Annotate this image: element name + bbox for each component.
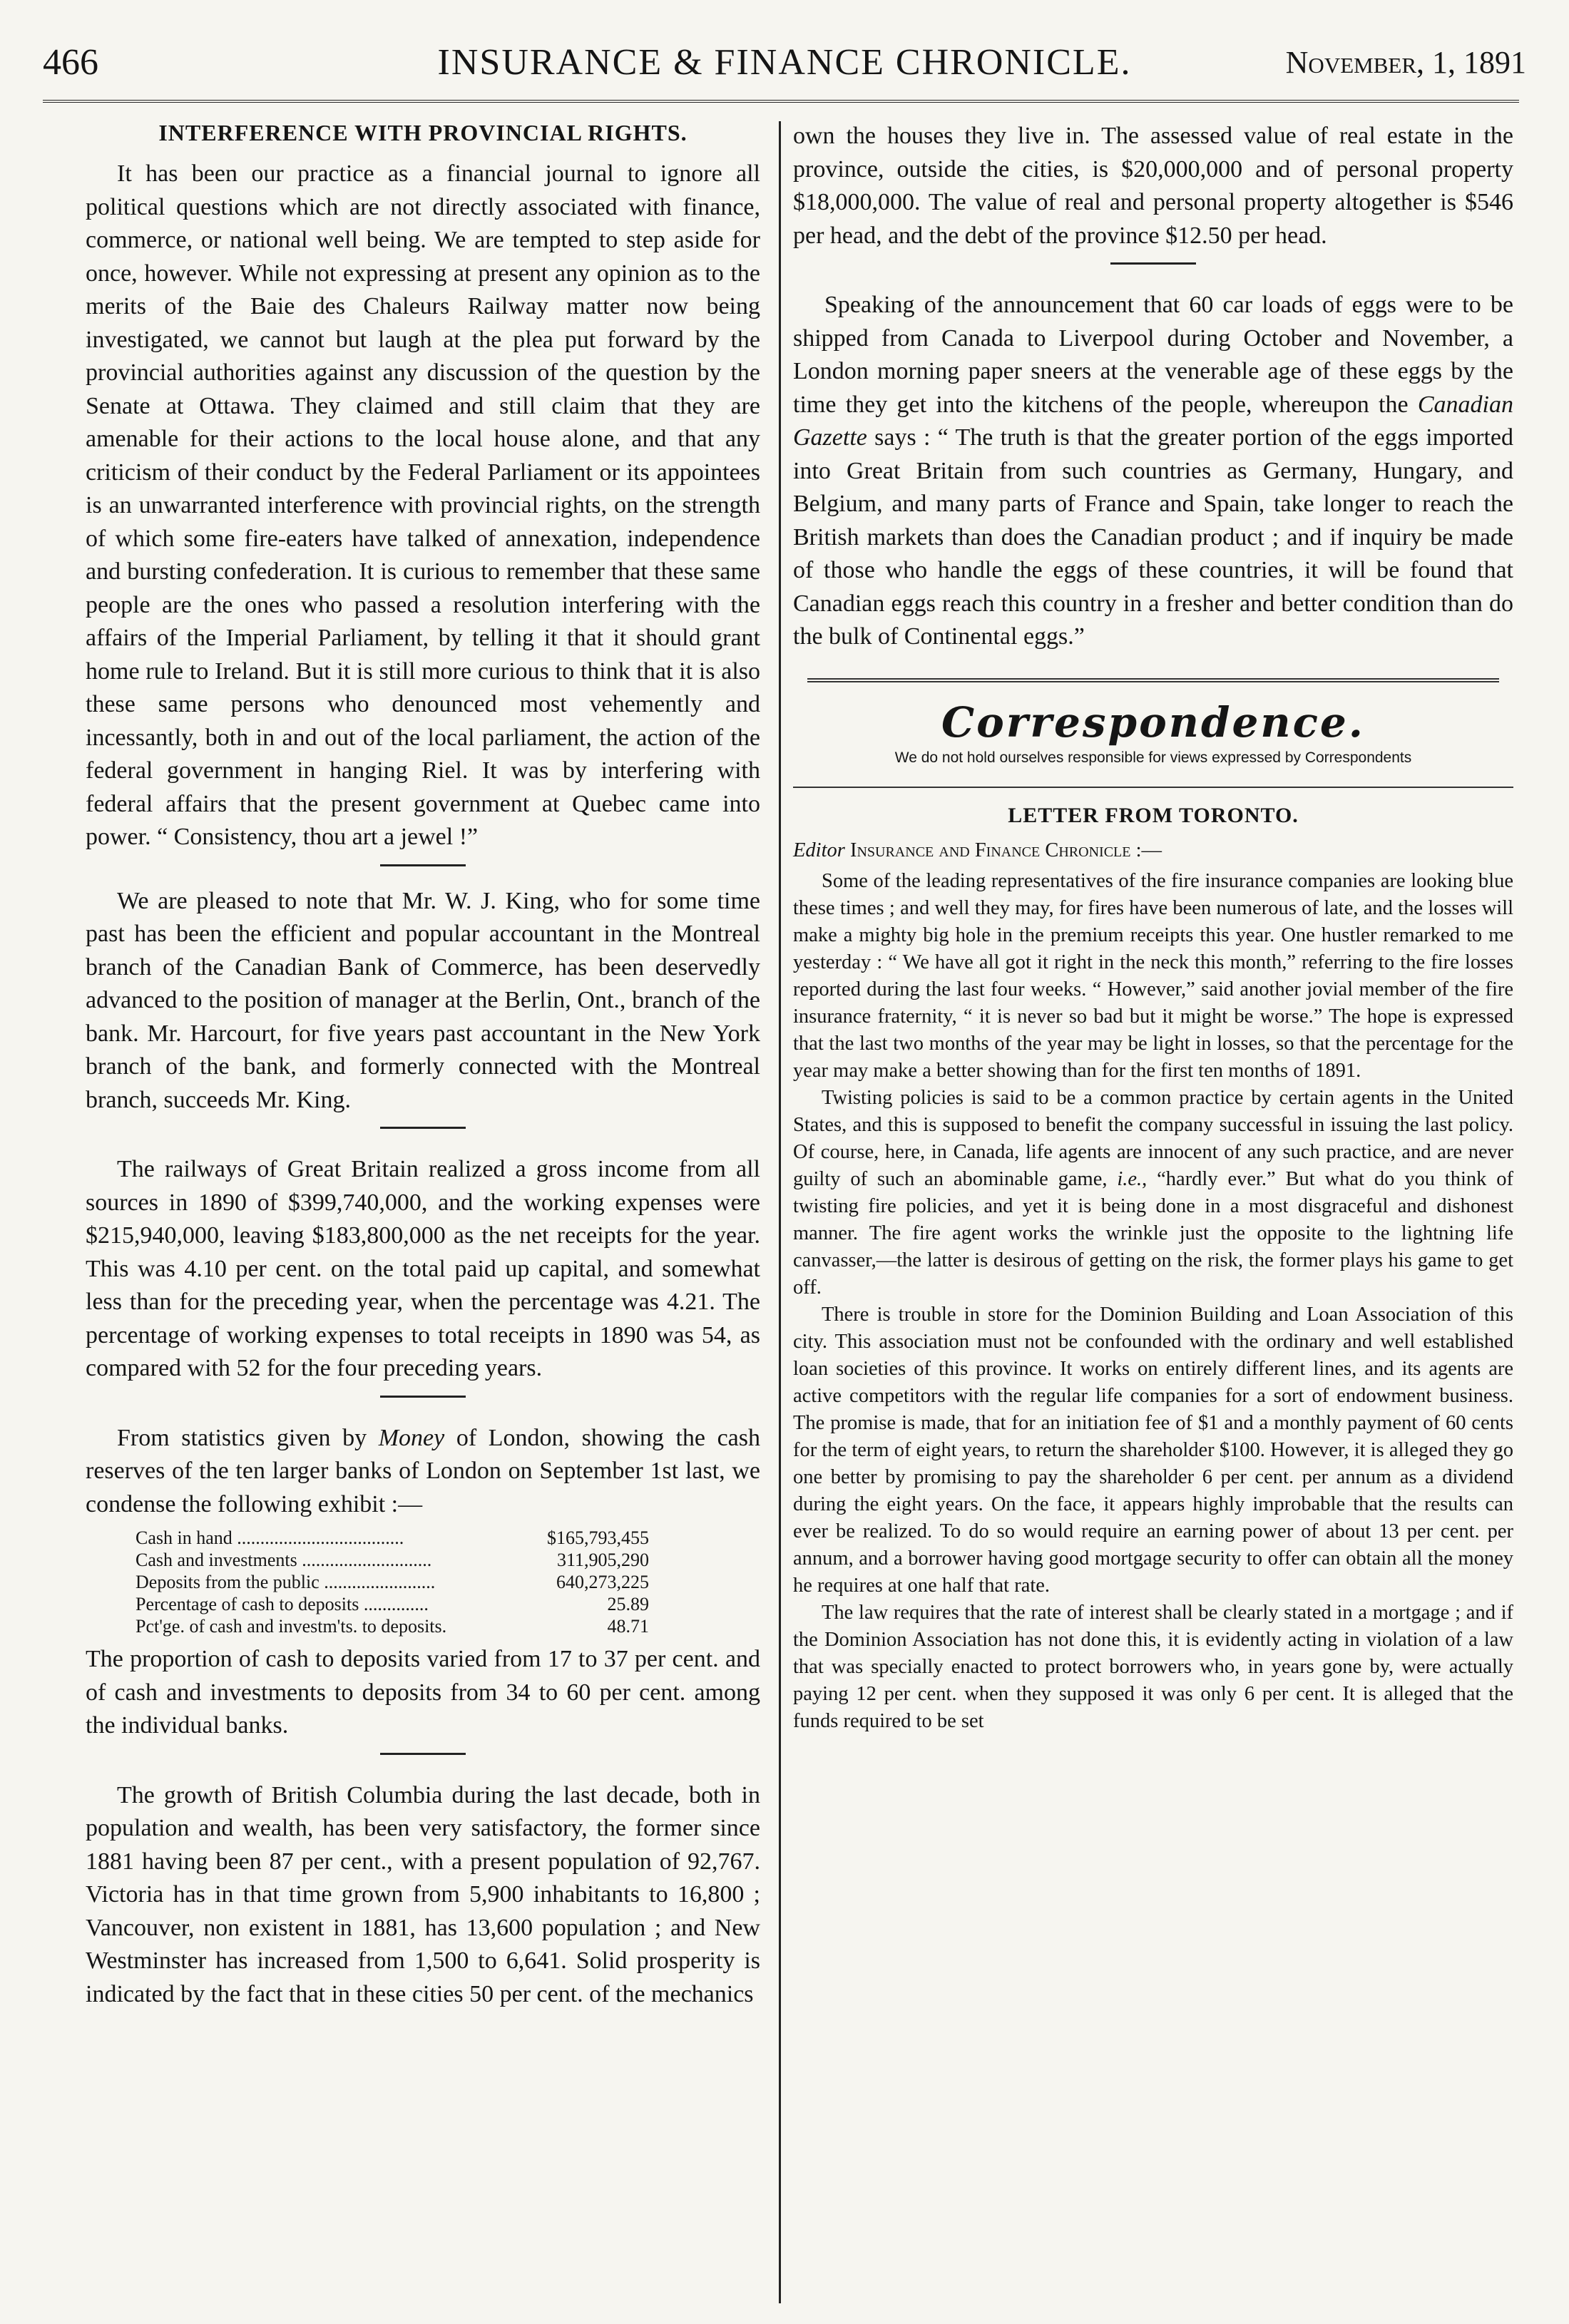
separator-rule	[380, 1753, 466, 1755]
article-heading: INTERFERENCE WITH PROVINCIAL RIGHTS.	[158, 120, 688, 145]
separator-rule	[1110, 262, 1196, 265]
news-paragraph: own the houses they live in. The assessed value of real estate in the province, outside the cities, is $20,000,000 and of personal property $18,000,000. The value of real and personal property altogether is $546 per head, and the debt of the province $12.50 per head.	[793, 123, 1513, 249]
page-header	[43, 41, 1526, 91]
letter-paragraph: Some of the leading representatives of the fire insurance companies are looking blue these times ; and well they may, for fires have been numerous of late, and the losses will make a mighty big hole in the premium receipts this year. One hustler remarked to me yesterday : “ We have all got it right in the neck this month,” referring to the fire losses reported during the last four weeks. “ However,” said another jovial member of the fire insurance fraternity, “ it is never so bad but it might be worse.” The hope is expressed that the last two months of the year may be light in losses, so that the percentage for the year may make a better showing than for the first ten months of 1891.	[793, 869, 1513, 1082]
article-paragraph: It has been our practice as a financial journal to ignore all political questions which are not directly associated with finance, commerce, or national well being. We are tempted to step aside for once, however. While not expressing at present any opinion as to the merits of the Baie des Chaleurs Railway matter now being investigated, we cannot but laugh at the plea put forward by the provincial authorities against any discussion of the question by the Senate at Ottawa. They claimed and still claim that they are amenable for their actions to the local house alone, and that any criticism of their conduct by the Federal Parliament or its appointees is an unwarranted interference with provincial rights, on the strength of which some fire-eaters have talked of annexation, independence and bursting confederation. It is curious to remember that these same people are the ones who passed a resolution interfering with the affairs of the Imperial Parliament, by telling it that it should grant home rule to Ireland. But it is still more curious to think that it is also these same persons who denounced most vehemently and incessantly, both in and out of the local parliament, the action of the federal government in hanging Riel. It was by interfering with federal affairs that the present government at Quebec came into power. “ Consistency, thou art a jewel !”	[86, 160, 760, 850]
letter-paragraph: Twisting policies is said to be a common practice by certain agents in the United States, and this is supposed to benefit the company successful in issuing the last policy. Of course, here, in Canada, life agents are innocent of any such practice, and are never guilty of such an abominable game, i.e., “hardly ever.” But what do you think of twisting fire policies, and yet it is being done in a most disgraceful and dishonest manner. The fire agent works the wrinkle just the opposite to the lightning life canvasser,—the latter is desirous of getting on the risk, the former plays his game to get off.	[793, 1086, 1513, 1299]
section-rule	[807, 678, 1499, 682]
news-paragraph: We are pleased to note that Mr. W. J. King, who for some time past has been the efficient and popular accountant in the Montreal branch of the Canadian Bank of Commerce, has been deservedly advanced to the position of manager at the Berlin, Ont., branch of the bank. Mr. Harcourt, for five years past accountant in the New York branch of the bank, and formerly connected with the Montreal branch, succeeds Mr. King.	[86, 887, 760, 1113]
left-column	[86, 120, 760, 2011]
table-row: Cash in hand .................................... $165,793,455	[136, 1527, 649, 1548]
news-paragraph: The railways of Great Britain realized a gross income from all sources in 1890 of $399,740,000, and the working expenses were $215,940,000, leaving $183,800,000 as the net receipts for the year. This was 4.10 per cent. on the total paid up capital, and somewhat less than for the preceding year, when the percentage was 4.21. The percentage of working expenses to total receipts in 1890 was 54, as compared with 52 for the four preceding years.	[86, 1156, 760, 1381]
separator-rule	[380, 1396, 466, 1398]
news-paragraph: From statistics given by Money of London, showing the cash reserves of the ten larger banks of London on September 1st last, we condense the following exhibit :—	[86, 1424, 760, 1517]
letter-paragraph: There is trouble in store for the Dominion Building and Loan Association of this city. This association must not be confounded with the ordinary and well established loan societies of this province. It works on entirely different lines, and its agents are active competitors with the regular life companies for a sort of endowment business. The promise is made, that for an initiation fee of $1 and a monthly payment of 60 cents for the term of eight years, to return the shareholder $100. However, it is alleged they go one better by promising to pay the shareholder 6 per cent. per annum as a dividend during the eight years. On the face, it appears highly improbable that the results can ever be realized. To do so would require an earning power of about 13 per cent. per annum, and a borrower having good mortgage security to offer can obtain all the money he requires at one half that rate.	[793, 1303, 1513, 1597]
section-title: Correspondence.	[941, 697, 1365, 747]
bank-stats-table	[136, 1527, 649, 1637]
disclaimer-note: We do not hold ourselves responsible for views expressed by Correspondents	[894, 749, 1412, 766]
letter-salutation: Editor Insurance and Finance Chronicle :—	[793, 839, 1162, 861]
news-paragraph: The growth of British Columbia during the last decade, both in population and wealth, has been very satisfactory, the former since 1881 having been 87 per cent., with a present population of 92,767. Victoria has in that time grown from 5,900 inhabitants to 16,800 ; Vancouver, non existent in 1881, has 13,600 population ; and New Westminster has increased from 1,500 to 6,641. Solid prosperity is indicated by the fact that in these cities 50 per cent. of the mechanics	[86, 1781, 760, 2007]
table-row: Percentage of cash to deposits .............. 25.89	[136, 1594, 649, 1614]
table-row: Pct'ge. of cash and investm'ts. to deposits. 48.71	[136, 1616, 649, 1637]
section-rule	[793, 787, 1513, 788]
separator-rule	[380, 864, 466, 866]
column-divider	[779, 121, 781, 2303]
letter-heading: LETTER FROM TORONTO.	[1008, 803, 1299, 827]
table-row: Cash and investments ............................ 311,905,290	[136, 1550, 649, 1570]
news-paragraph: Speaking of the announcement that 60 car loads of eggs were to be shipped from Canada to Liverpool during October and November, a London morning paper sneers at the venerable age of these eggs by the time they get into the kitchens of the people, whereupon the Canadian Gazette says : “ The truth is that the greater portion of the eggs imported into Great Britain from such countries as Germany, Hungary, and Belgium, and many parts of France and Spain, take longer to reach the British markets than does the Canadian product ; and if inquiry be made of those who handle the eggs of these countries, it will be found that Canadian eggs reach this country in a fresher and better condition than do the bulk of Continental eggs.”	[793, 292, 1513, 650]
issue-date: November, 1, 1891	[1285, 45, 1526, 80]
page-number: 466	[43, 42, 98, 83]
right-column	[793, 120, 1513, 1735]
header-rule	[43, 100, 1519, 103]
separator-rule	[380, 1127, 466, 1129]
journal-title: INSURANCE & FINANCE CHRONICLE.	[437, 42, 1132, 83]
news-paragraph: The proportion of cash to deposits varied from 17 to 37 per cent. and of cash and investments to deposits from 34 to 60 per cent. among the individual banks.	[86, 1646, 760, 1739]
table-row: Deposits from the public ........................ 640,273,225	[136, 1572, 649, 1592]
letter-paragraph: The law requires that the rate of interest shall be clearly stated in a mortgage ; and if the Dominion Association has not done this, it is evidently acting in violation of a law that was specially enacted to protect borrowers who, in years gone by, were actually paying 12 per cent. when they supposed it was only 6 per cent. It is alleged that the funds required to be set	[793, 1601, 1513, 1732]
correspondence-section	[793, 678, 1513, 1735]
